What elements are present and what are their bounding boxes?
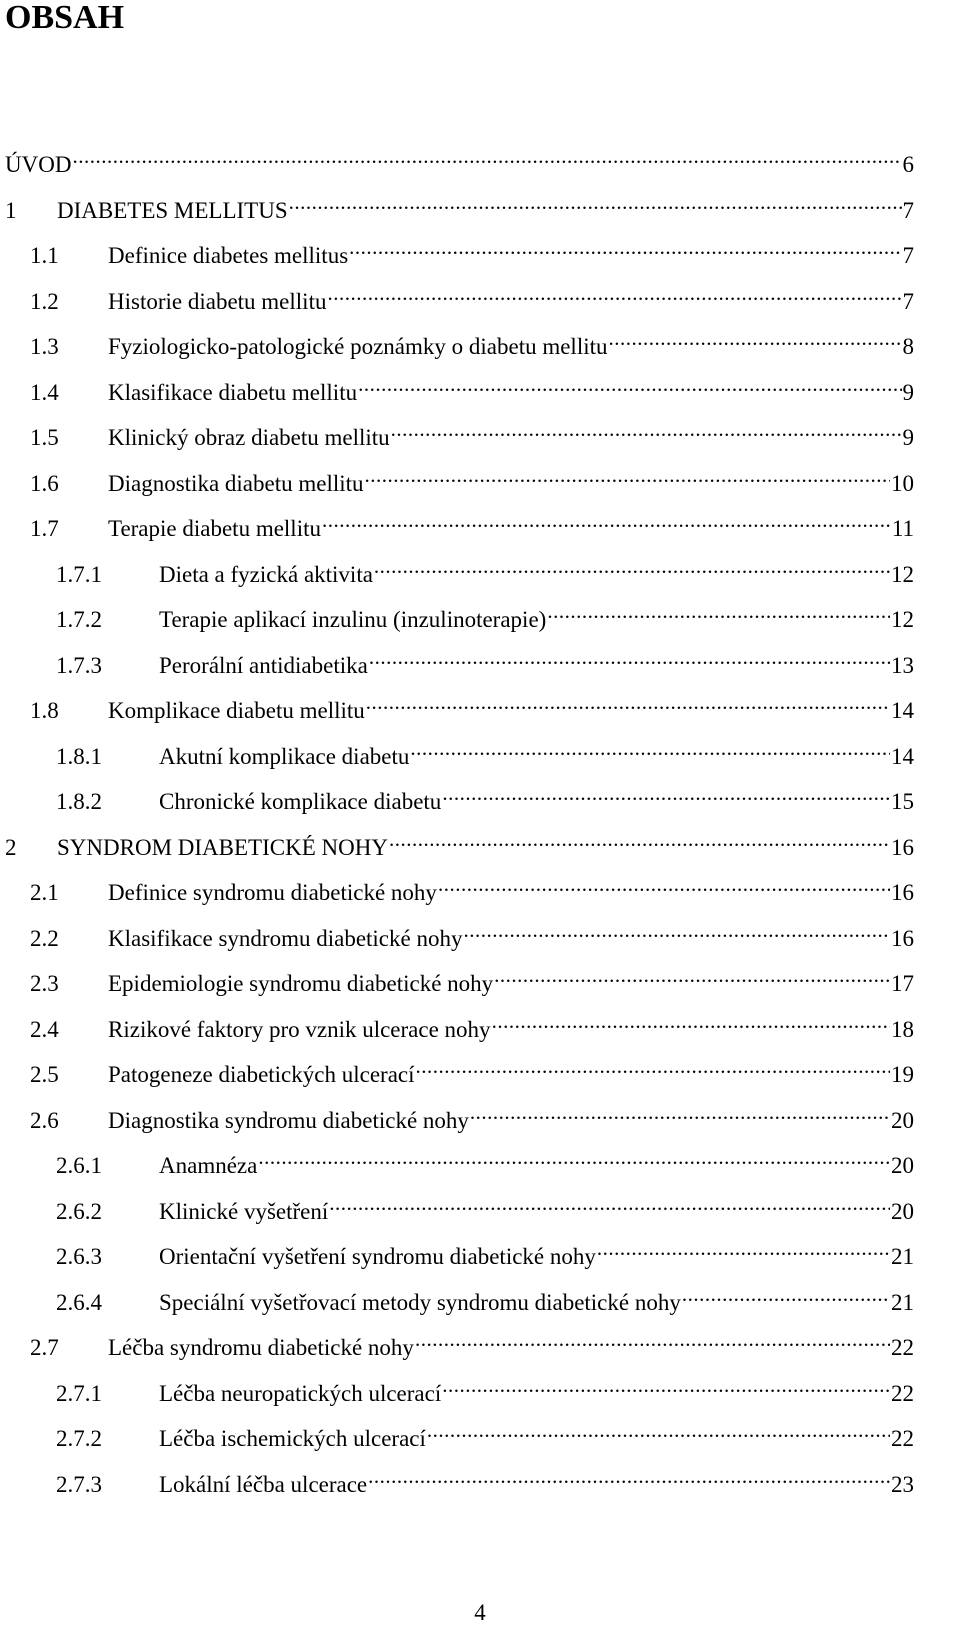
toc-entry[interactable]	[56, 1189, 914, 1224]
toc-entry-title: Komplikace diabetu mellitu	[108, 698, 365, 723]
toc-dot-leader	[463, 916, 890, 946]
toc-entry[interactable]	[56, 1462, 914, 1497]
toc-entry-title: Anamnéza	[159, 1153, 258, 1178]
toc-entry[interactable]	[56, 1234, 914, 1269]
toc-dot-leader	[289, 188, 902, 218]
toc-entry[interactable]	[56, 1280, 914, 1315]
toc-entry-page: 20	[891, 1153, 914, 1178]
toc-entry-number: 1	[5, 197, 17, 223]
toc-entry-page: 22	[891, 1335, 914, 1360]
page-title: OBSAH	[5, 0, 125, 36]
toc-entry-number: 1.7.3	[56, 652, 102, 678]
toc-entry-number: 1.3	[30, 334, 59, 359]
toc-entry[interactable]	[30, 688, 914, 723]
toc-entry-page: 10	[891, 470, 914, 496]
toc-dot-leader	[329, 1189, 890, 1219]
toc-entry-title: Léčba neuropatických ulcerací	[159, 1380, 442, 1406]
toc-dot-leader	[416, 1052, 890, 1082]
toc-entry-title: Diagnostika syndromu diabetické nohy	[108, 1107, 469, 1133]
toc-entry-number: 1.7	[30, 516, 59, 541]
toc-entry-page: 7	[902, 243, 914, 268]
toc-entry-title: Patogeneze diabetických ulcerací	[108, 1062, 415, 1087]
toc-dot-leader	[368, 1462, 890, 1492]
toc-entry-page: 12	[891, 607, 914, 632]
toc-entry-number: 2.2	[30, 925, 59, 951]
toc-entry[interactable]	[5, 188, 914, 223]
toc-entry-title: Definice diabetes mellitus	[108, 243, 349, 268]
toc-dot-leader	[349, 233, 901, 263]
toc-entry-page: 9	[902, 425, 914, 450]
toc-entry-number: 1.8.1	[56, 743, 102, 769]
toc-dot-leader	[369, 643, 890, 673]
toc-entry-number: 2.7	[30, 1335, 59, 1360]
toc-dot-leader	[366, 688, 890, 718]
toc-entry[interactable]	[56, 1416, 914, 1451]
toc-entry-number: 2.7.2	[56, 1426, 102, 1451]
page-number: 4	[474, 1600, 486, 1625]
toc-entry-number: 1.1	[30, 243, 59, 268]
toc-dot-leader	[442, 1371, 890, 1401]
toc-entry-title: Epidemiologie syndromu diabetické nohy	[108, 971, 494, 996]
toc-entry-title: Léčba syndromu diabetické nohy	[108, 1335, 414, 1360]
toc-entry-page: 17	[891, 971, 914, 996]
toc-entry-title: ÚVOD	[5, 152, 72, 177]
toc-entry-page: 14	[891, 698, 914, 723]
toc-entry-title: Rizikové faktory pro vznik ulcerace nohy	[108, 1016, 491, 1042]
toc-entry-title: Terapie diabetu mellitu	[108, 516, 321, 541]
toc-entry-page: 7	[902, 288, 914, 314]
toc-entry[interactable]	[30, 233, 914, 268]
toc-entry-title: Klinický obraz diabetu mellitu	[108, 425, 390, 450]
toc-entry-page: 21	[891, 1289, 914, 1315]
toc-entry-page: 11	[891, 516, 914, 541]
toc-dot-leader	[494, 961, 890, 991]
toc-entry-page: 12	[891, 561, 914, 587]
toc-entry-number: 1.8.2	[56, 789, 102, 814]
toc-entry-number: 1.5	[30, 425, 59, 450]
toc-entry[interactable]	[5, 825, 914, 860]
toc-entry-number: 1.7.2	[56, 607, 102, 632]
toc-entry-title: Léčba ischemických ulcerací	[159, 1426, 426, 1451]
toc-entry-page: 8	[902, 334, 914, 359]
toc-entry-title: Klinické vyšetření	[159, 1198, 329, 1224]
toc-entry-title: Chronické komplikace diabetu	[159, 789, 442, 814]
toc-dot-leader	[72, 142, 901, 172]
toc-entry-title: Orientační vyšetření syndromu diabetické nohy	[159, 1244, 596, 1269]
toc-dot-leader	[365, 461, 890, 491]
toc-dot-leader	[258, 1143, 890, 1173]
toc-entry-title: SYNDROM DIABETICKÉ NOHY	[57, 834, 388, 860]
toc-dot-leader	[609, 324, 902, 354]
toc-entry-number: 2	[5, 834, 17, 860]
toc-entry[interactable]	[30, 916, 914, 951]
toc-entry-title: DIABETES MELLITUS	[57, 197, 288, 223]
toc-entry-page: 13	[891, 652, 914, 678]
toc-dot-leader	[389, 825, 890, 855]
toc-dot-leader	[442, 779, 890, 809]
toc-entry-title: Diagnostika diabetu mellitu	[108, 470, 364, 496]
toc-entry[interactable]	[30, 1052, 914, 1087]
toc-entry-title: Fyziologicko-patologické poznámky o diabetu mellitu	[108, 334, 608, 359]
toc-entry[interactable]	[30, 461, 914, 496]
toc-entry-title: Terapie aplikací inzulinu (inzulinoterapie)	[159, 607, 547, 632]
toc-entry-number: 2.6.4	[56, 1289, 102, 1315]
toc-entry-page: 21	[891, 1244, 914, 1269]
toc-entry-number: 1.6	[30, 470, 59, 496]
toc-entry-page: 9	[902, 379, 914, 405]
toc-dot-leader	[410, 734, 890, 764]
toc-entry-number: 1.7.1	[56, 561, 102, 587]
toc-entry-number: 2.5	[30, 1062, 59, 1087]
toc-entry[interactable]	[56, 1371, 914, 1406]
toc-entry-page: 14	[891, 743, 914, 769]
toc-entry[interactable]	[56, 643, 914, 678]
toc-dot-leader	[492, 1007, 890, 1037]
toc-entry-title: Klasifikace diabetu mellitu	[108, 379, 358, 405]
toc-entry[interactable]	[30, 1007, 914, 1042]
toc-entry-page: 6	[902, 152, 914, 177]
toc-dot-leader	[470, 1098, 890, 1128]
toc-entry-page: 23	[891, 1471, 914, 1497]
toc-dot-leader	[374, 552, 890, 582]
toc-dot-leader	[427, 1416, 890, 1446]
toc-dot-leader	[415, 1325, 890, 1355]
toc-entry-page: 22	[891, 1380, 914, 1406]
toc-entry-page: 16	[891, 880, 914, 905]
toc-entry-number: 2.6.2	[56, 1198, 102, 1224]
toc-dot-leader	[547, 597, 890, 627]
toc-entry-number: 2.7.1	[56, 1380, 102, 1406]
toc-dot-leader	[327, 279, 901, 309]
toc-dot-leader	[391, 415, 902, 445]
toc-entry-title: Historie diabetu mellitu	[108, 288, 327, 314]
toc-entry-number: 1.4	[30, 379, 59, 405]
toc-entry-title: Klasifikace syndromu diabetické nohy	[108, 925, 463, 951]
toc-entry-page: 19	[891, 1062, 914, 1087]
toc-entry-title: Speciální vyšetřovací metody syndromu diabetické nohy	[159, 1289, 681, 1315]
toc-entry[interactable]	[30, 279, 914, 314]
toc-entry[interactable]	[5, 142, 914, 177]
toc-entry-page: 20	[891, 1198, 914, 1224]
toc-entry-number: 2.3	[30, 971, 59, 996]
toc-entry-title: Dieta a fyzická aktivita	[159, 561, 373, 587]
toc-entry-page: 18	[891, 1016, 914, 1042]
toc-entry[interactable]	[30, 370, 914, 405]
toc-entry-number: 2.6	[30, 1107, 59, 1133]
toc-dot-leader	[438, 870, 890, 900]
toc-entry-page: 16	[891, 834, 914, 860]
toc-entry-number: 1.8	[30, 698, 59, 723]
toc-entry-number: 1.2	[30, 288, 59, 314]
toc-entry-number: 2.6.3	[56, 1244, 102, 1269]
toc-entry-page: 15	[891, 789, 914, 814]
toc-entry[interactable]	[56, 779, 914, 814]
toc-entry[interactable]	[30, 415, 914, 450]
toc-entry-page: 16	[891, 925, 914, 951]
toc-entry-title: Perorální antidiabetika	[159, 652, 368, 678]
toc-entry[interactable]	[30, 961, 914, 996]
toc-entry-title: Akutní komplikace diabetu	[159, 743, 410, 769]
toc-dot-leader	[322, 506, 891, 536]
toc-entry[interactable]	[56, 1143, 914, 1178]
toc-entry-number: 2.1	[30, 880, 59, 905]
toc-entry-page: 22	[891, 1426, 914, 1451]
toc-entry[interactable]	[30, 1325, 914, 1360]
toc-entry[interactable]	[56, 734, 914, 769]
toc-entry[interactable]	[30, 870, 914, 905]
toc-entry-number: 2.4	[30, 1016, 59, 1042]
toc-entry[interactable]	[30, 506, 914, 541]
toc-entry-title: Definice syndromu diabetické nohy	[108, 880, 437, 905]
toc-entry-number: 2.6.1	[56, 1153, 102, 1178]
toc-entry-page: 20	[891, 1107, 914, 1133]
toc-entry[interactable]	[56, 552, 914, 587]
toc-entry-page: 7	[902, 197, 914, 223]
toc-entry-number: 2.7.3	[56, 1471, 102, 1497]
toc-entry[interactable]	[30, 324, 914, 359]
toc-dot-leader	[358, 370, 901, 400]
toc-entry[interactable]	[56, 597, 914, 632]
toc-entry[interactable]	[30, 1098, 914, 1133]
toc-dot-leader	[597, 1234, 890, 1264]
toc-entry-title: Lokální léčba ulcerace	[159, 1471, 368, 1497]
toc-dot-leader	[682, 1280, 890, 1310]
